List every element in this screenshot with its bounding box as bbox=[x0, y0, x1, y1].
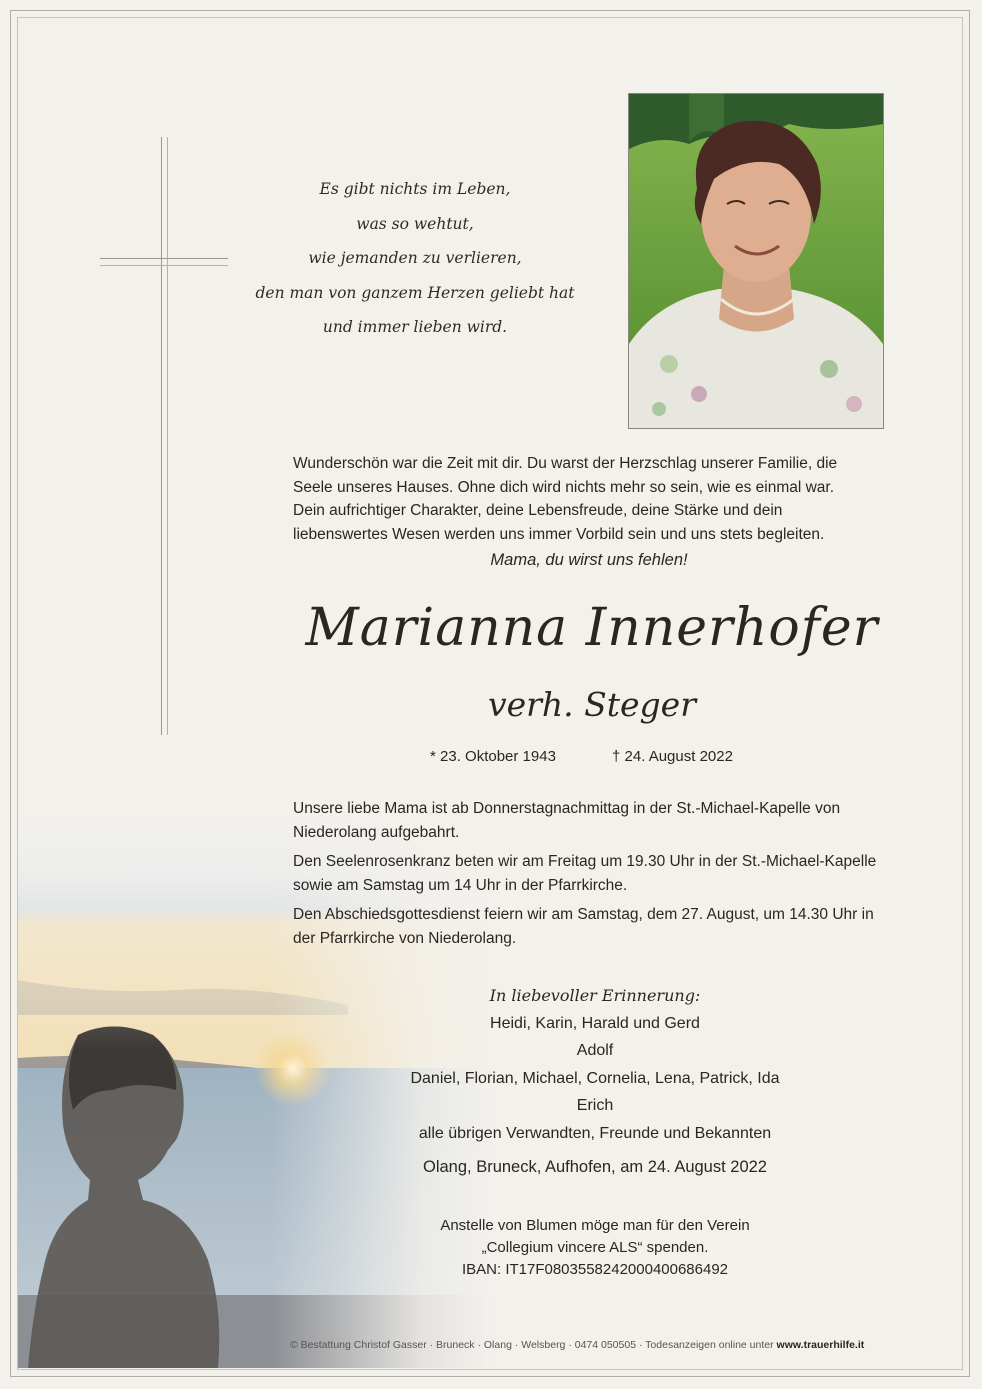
footer-credit bbox=[290, 1339, 900, 1351]
announcement-paragraph: Den Seelenrosenkranz beten wir am Freitag um 19.30 Uhr in der St.-Michael-Kapelle sowie am Samstag um 14 Uhr in der Pfarrkirche. bbox=[293, 853, 877, 894]
donation-notice bbox=[395, 1215, 795, 1281]
death-date: † 24. August 2022 bbox=[612, 748, 733, 765]
farewell-line: Mama, du wirst uns fehlen! bbox=[490, 551, 688, 569]
footer-text: © Bestattung Christof Gasser · Bruneck · Olang · Welsberg · 0474 050505 · Todesanzeigen online unter bbox=[290, 1339, 774, 1351]
tribute-text bbox=[293, 452, 885, 546]
mourner-line: Adolf bbox=[576, 1042, 614, 1059]
mourner-line: Daniel, Florian, Michael, Cornelia, Lena, Patrick, Ida bbox=[410, 1069, 780, 1087]
poem-line: was so wehtut, bbox=[356, 214, 474, 233]
funeral-announcements bbox=[293, 797, 885, 956]
iban-line: IBAN: IT17F0803558242000400686492 bbox=[461, 1261, 729, 1278]
mourner-line: Heidi, Karin, Harald und Gerd bbox=[490, 1014, 700, 1032]
footer-website-link[interactable]: www.trauerhilfe.it bbox=[776, 1339, 865, 1351]
poem-line: Es gibt nichts im Leben, bbox=[319, 180, 511, 198]
poem-line: den man von ganzem Herzen geliebt hat bbox=[255, 283, 575, 302]
cross-horizontal-bar bbox=[100, 258, 228, 259]
announcement-paragraph: Unsere liebe Mama ist ab Donnerstagnachmittag in der St.-Michael-Kapelle von Niederolang aufgebahrt. bbox=[293, 800, 841, 841]
donation-line: „Collegium vincere ALS“ spenden. bbox=[481, 1239, 709, 1256]
donation-line: Anstelle von Blumen möge man für den Verein bbox=[440, 1217, 750, 1234]
memorial-poem bbox=[250, 172, 580, 345]
married-name: verh. Steger bbox=[487, 685, 696, 724]
mourners-section bbox=[395, 982, 795, 1147]
tribute-line: Wunderschön war die Zeit mit dir. Du warst der Herzschlag unserer Familie, die bbox=[293, 455, 838, 472]
cross-vertical-bar-shadow bbox=[167, 137, 168, 735]
place-and-date: Olang, Bruneck, Aufhofen, am 24. August 2022 bbox=[423, 1158, 767, 1176]
cross-horizontal-bar-shadow bbox=[100, 265, 228, 266]
poem-line: wie jemanden zu verlieren, bbox=[308, 249, 522, 267]
poem-line: und immer lieben wird. bbox=[322, 318, 508, 336]
portrait-photo bbox=[628, 93, 884, 429]
tribute-line: Dein aufrichtiger Charakter, deine Lebensfreude, deine Stärke und dein bbox=[293, 502, 783, 519]
mourner-line: alle übrigen Verwandten, Freunde und Bekannten bbox=[418, 1124, 772, 1142]
memory-heading: In liebevoller Erinnerung: bbox=[489, 986, 701, 1005]
announcement-paragraph: Den Abschiedsgottesdienst feiern wir am Samstag, dem 27. August, um 14.30 Uhr in der Pfarrkirche von Niederolang. bbox=[293, 906, 874, 947]
deceased-name: Marianna Innerhofer bbox=[305, 598, 879, 658]
tribute-line: liebenswertes Wesen werden uns immer Vorbild sein und uns stets begleiten. bbox=[293, 525, 825, 543]
cross-vertical-bar bbox=[161, 137, 162, 735]
tribute-line: Seele unseres Hauses. Ohne dich wird nichts mehr so sein, wie es einmal war. bbox=[293, 478, 835, 496]
birth-date: * 23. Oktober 1943 bbox=[430, 748, 556, 765]
mourner-line: Erich bbox=[576, 1097, 614, 1114]
